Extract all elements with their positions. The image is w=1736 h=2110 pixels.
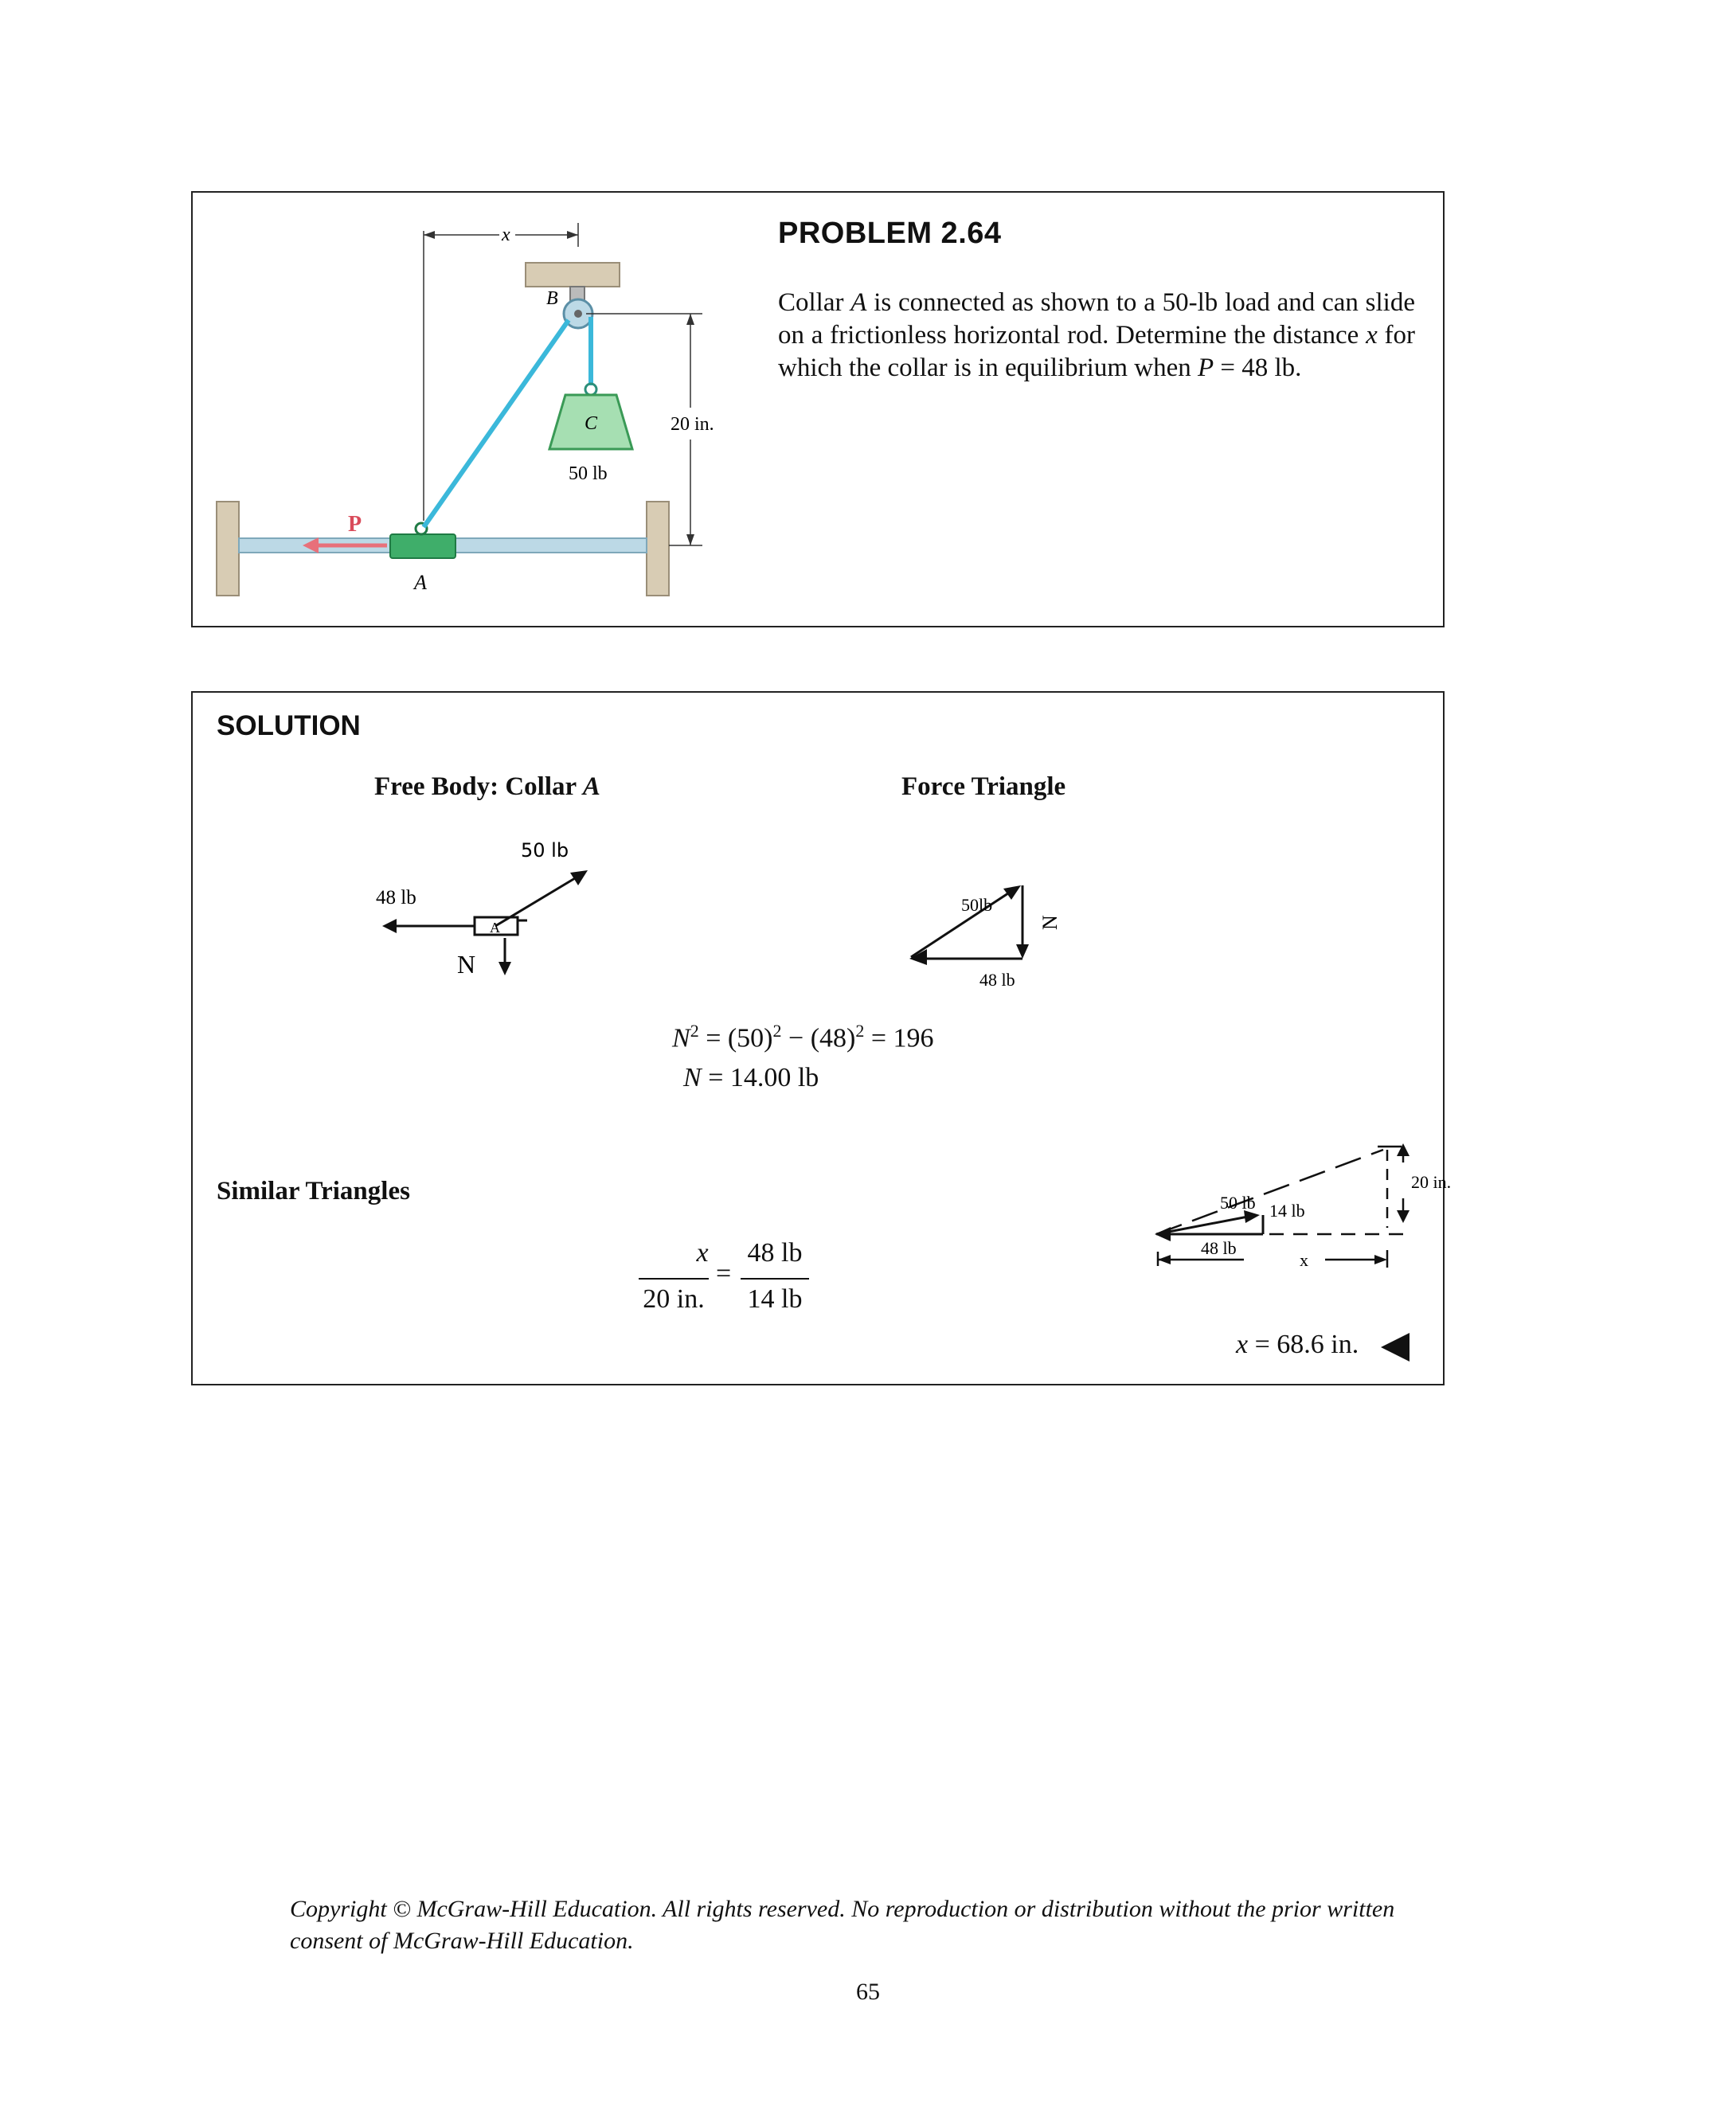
sim-label-hyp: 50 lb <box>1220 1193 1256 1213</box>
heading-var: A <box>582 772 600 801</box>
equation-n-squared <box>672 1021 934 1053</box>
eq-exp: 2 <box>772 1021 782 1041</box>
fbd-label-50: 50 lb <box>521 839 569 862</box>
similar-triangles-heading: Similar Triangles <box>217 1177 410 1205</box>
fbd-arrow-n <box>499 962 511 975</box>
triangle-label-vert: N <box>1038 915 1062 930</box>
eq-term: = 196 <box>864 1023 934 1053</box>
ratio-den-left: 20 in. <box>643 1284 705 1314</box>
page-number: 65 <box>856 1979 880 2005</box>
similar-triangles-sketch <box>1069 1115 1452 1270</box>
cable-ab <box>424 320 569 527</box>
right-wall <box>647 502 669 596</box>
ratio-bar-right <box>741 1278 809 1280</box>
solution-box <box>191 691 1452 1385</box>
final-answer <box>1236 1330 1359 1360</box>
text-var: A <box>850 288 867 317</box>
label-x: x <box>502 225 510 245</box>
problem-title: PROBLEM 2.64 <box>778 217 1002 250</box>
fbd-arrow-48 <box>382 919 397 933</box>
fbd-label-48: 48 lb <box>376 887 416 908</box>
force-triangle-heading: Force Triangle <box>901 772 1066 801</box>
eq-var: N <box>683 1063 702 1092</box>
answer-value: = 68.6 in. <box>1248 1330 1359 1359</box>
ratio-num-right: 48 lb <box>747 1238 803 1268</box>
text-part: = 48 lb. <box>1214 354 1302 382</box>
text-part: for which the collar is in equilibrium when <box>778 321 1415 382</box>
sim-label-vert: 14 lb <box>1269 1201 1305 1221</box>
eq-exp: 2 <box>690 1021 699 1041</box>
problem-box <box>191 191 1445 627</box>
answer-var: x <box>1236 1330 1249 1359</box>
fbd-label-n: N <box>457 950 476 979</box>
ratio-bar-left <box>639 1278 709 1280</box>
equation-n-value <box>683 1063 819 1093</box>
problem-figure <box>193 193 750 627</box>
label-dim: 20 in. <box>671 414 714 435</box>
label-a: A <box>414 571 427 594</box>
triangle-label-base: 48 lb <box>979 970 1015 990</box>
answer-marker-icon <box>1378 1331 1413 1363</box>
ratio-equation <box>639 1238 878 1334</box>
label-load: 50 lb <box>569 463 608 484</box>
sim-label-base: 48 lb <box>1201 1238 1237 1258</box>
eq-term: − (48) <box>781 1023 856 1053</box>
collar-a <box>390 534 456 558</box>
eq-var: N <box>672 1023 690 1053</box>
force-triangle-sketch <box>893 862 1101 989</box>
solution-title: SOLUTION <box>217 710 361 741</box>
text-var: x <box>1366 321 1378 350</box>
heading-text: Free Body: Collar <box>374 772 583 801</box>
label-p: P <box>348 512 362 537</box>
sim-label-dist: x <box>1300 1250 1308 1270</box>
free-body-sketch <box>376 836 615 987</box>
label-b: B <box>546 288 558 309</box>
left-wall <box>217 502 239 596</box>
fbd-arrow-50 <box>570 870 588 885</box>
eq-term: = (50) <box>698 1023 773 1053</box>
ceiling-support <box>526 263 620 287</box>
fbd-label-a: A <box>490 920 500 936</box>
label-c: C <box>585 413 598 434</box>
free-body-heading <box>374 772 600 802</box>
eq-exp: 2 <box>855 1021 865 1041</box>
problem-statement <box>778 287 1415 385</box>
text-part: Collar <box>778 288 851 317</box>
ratio-den-right: 14 lb <box>747 1284 803 1314</box>
copyright-footer: Copyright © McGraw-Hill Education. All rights reserved. No reproduction or distribution without the prior written consent of McGraw-Hill Education. <box>290 1896 1395 1954</box>
eq-term: = 14.00 lb <box>701 1063 819 1092</box>
text-part: is connected as shown to a 50-lb load and can slide on a frictionless horizontal rod. Determine the distance <box>778 288 1415 350</box>
ratio-num-left: x <box>696 1238 709 1268</box>
triangle-label-hyp: 50lb <box>961 895 993 915</box>
sim-label-height: 20 in. <box>1411 1172 1452 1192</box>
text-var: P <box>1197 354 1214 382</box>
ratio-equals: = <box>716 1259 732 1288</box>
